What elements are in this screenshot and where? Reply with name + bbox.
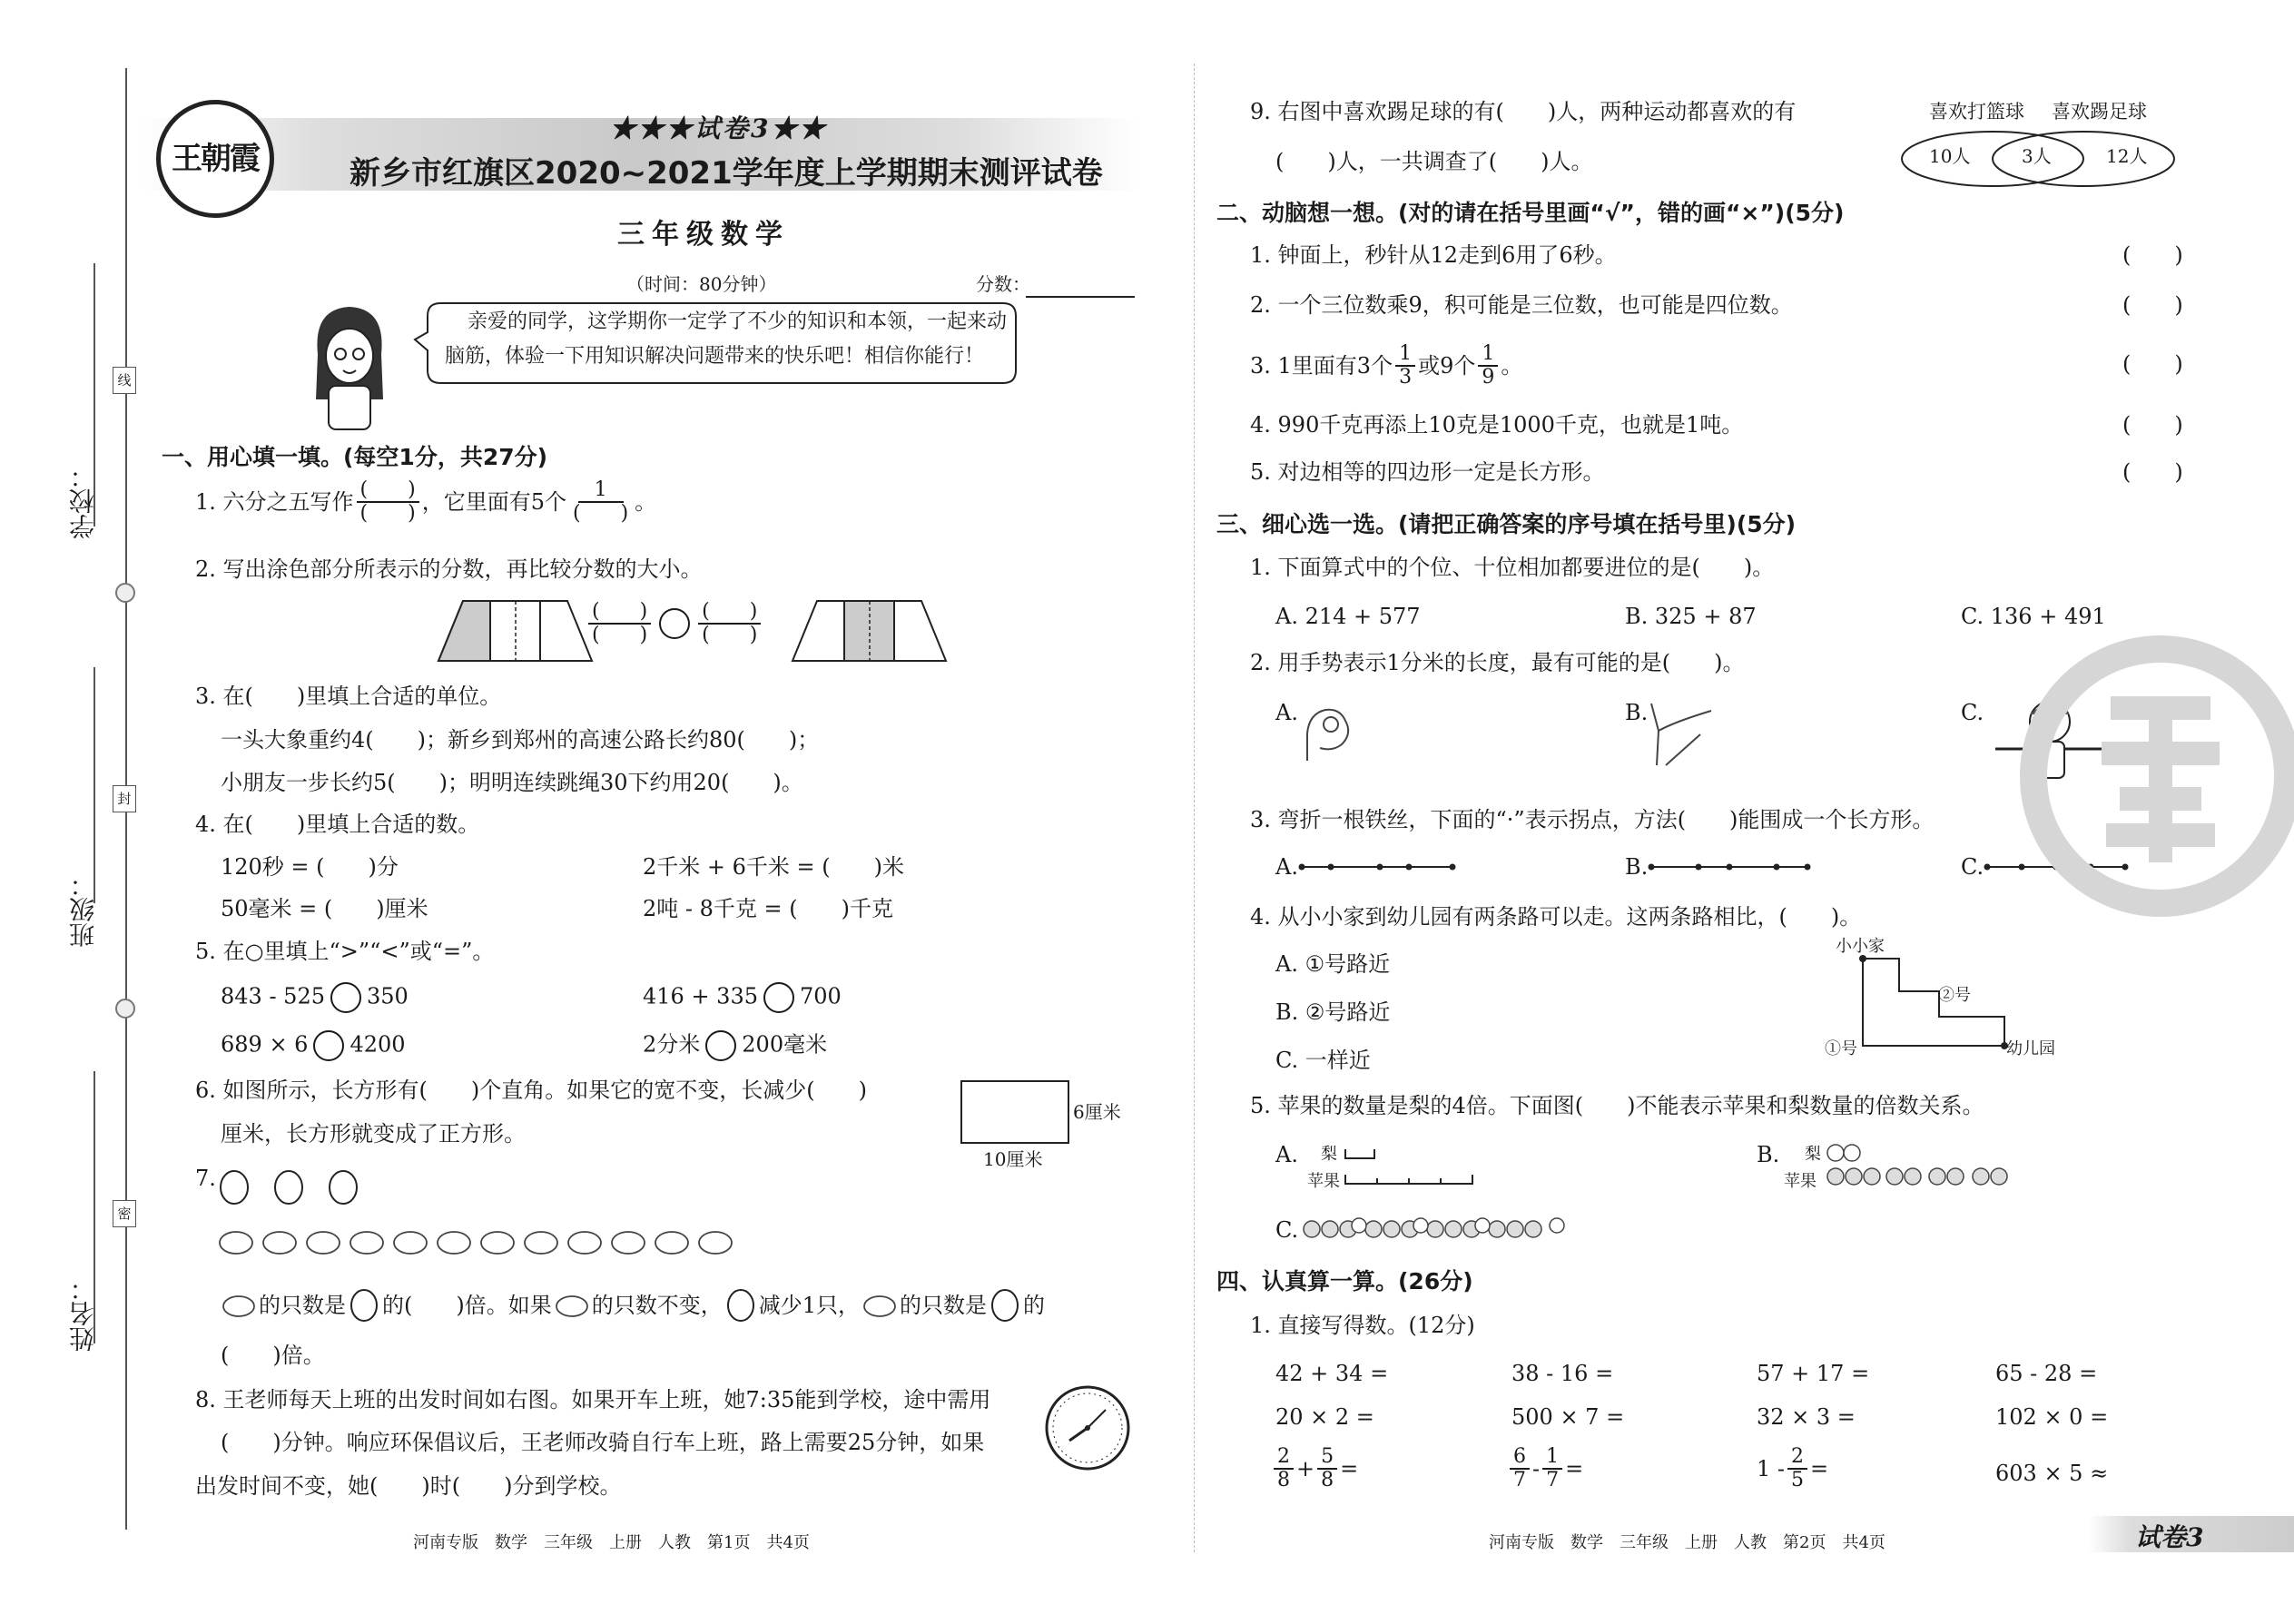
q3-5-b[interactable]: B. [1757,1142,1780,1167]
q3-1: 1. 下面算式中的个位、十位相加都要进位的是( )。 [1250,555,1775,580]
q3-5: 5. 苹果的数量是梨的4倍。下面图( )不能表示苹果和梨数量的倍数关系。 [1250,1093,1984,1118]
section-4-heading: 四、认真算一算。(26分) [1216,1268,1473,1294]
answer-bracket[interactable]: ( ) [2122,351,2183,377]
q2-5: 5. 对边相等的四边形一定是长方形。 [1250,459,1605,485]
q3-5-a[interactable]: A. [1275,1142,1298,1167]
map-home-label: 小小家 [1836,937,1885,956]
q1-6-line-b: 厘米，长方形就变成了正方形。 [221,1121,526,1147]
q3-4-c[interactable]: C. 一样近 [1275,1048,1371,1073]
q1-8-line-b: ( )分钟。响应环保倡议后，王老师改骑自行车上班，路上需要25分钟，如果 [221,1430,985,1455]
q1-8-line-a: 8. 王老师每天上班的出发时间如右图。如果开车上班，她7:35能到学校，途中需用 [195,1387,991,1412]
q3-2: 2. 用手势表示1分米的长度，最有可能的是( )。 [1250,650,1745,675]
fruit-model-b [1826,1142,2026,1187]
q3-4: 4. 从小小家到幼儿园有两条路可以走。这两条路相比，( )。 [1250,904,1862,930]
pear-label-a: 梨 [1321,1145,1337,1164]
pear-label-b: 梨 [1805,1145,1821,1164]
q4-1: 1. 直接写得数。(12分) [1250,1313,1475,1338]
q3-3-b[interactable]: B. [1625,854,1649,880]
q1-5-d: 2分米 200毫米 [643,1030,827,1061]
binding-knot-icon [115,583,135,603]
compare-circle[interactable] [763,982,794,1013]
q3-2-a[interactable]: A. [1275,700,1298,725]
map-school-label: 幼儿园 [2006,1039,2055,1058]
q1-7: 7. [195,1166,216,1191]
calc-3-4: 603 × 5 ≈ [1995,1461,2109,1486]
map-route-1-label: ①号 [1825,1039,1857,1058]
q2-1: 1. 钟面上，秒针从12走到6用了6秒。 [1250,242,1617,268]
q1-3: 3. 在( )里填上合适的单位。 [195,684,502,709]
rect-length-label: 10厘米 [983,1148,1043,1170]
trapezoid-figure-2 [790,597,949,665]
calc-2-3: 32 × 3 = [1757,1404,1856,1430]
calc-2-2: 500 × 7 = [1511,1404,1625,1430]
duck-icon [221,1292,257,1319]
footer-page-2: 河南专版 数学 三年级 上册 人教 第2页 共4页 [1489,1533,1885,1552]
score-field[interactable] [1026,296,1135,298]
calc-2-4: 102 × 0 = [1995,1404,2109,1430]
seal-mark-secret: 密 [113,1200,136,1227]
q1-4: 4. 在( )里填上合适的数。 [195,812,480,837]
bar-model-a [1344,1146,1475,1189]
apple-label-b: 苹果 [1784,1172,1816,1191]
binding-knot-icon [115,999,135,1019]
hand-gesture-b-icon [1648,694,1720,767]
seal-mark-seal: 封 [113,785,136,812]
venn-label-football: 喜欢踢足球 [2052,101,2147,123]
q3-1-a[interactable]: A. 214 + 577 [1275,604,1421,629]
duck-group-icon [218,1221,744,1262]
q1-5-b: 416 + 335 700 [643,982,842,1013]
q2-2: 2. 一个三位数乘9，积可能是三位数，也可能是四位数。 [1250,292,1793,318]
q1-5-a: 843 - 525 350 [221,982,409,1013]
q2-3: 3. 1里面有3个 1 3 或9个 1 9 。 [1250,342,1523,389]
answer-bracket[interactable]: ( ) [2122,459,2183,485]
q3-1-c[interactable]: C. 136 + 491 [1961,604,2106,629]
q1-5: 5. 在○里填上“>”“<”或“=”。 [195,939,495,964]
trapezoid-figure-1 [436,597,595,665]
q1-2: 2. 写出涂色部分所表示的分数，再比较分数的大小。 [195,556,703,582]
q1-8-line-c: 出发时间不变，她( )时( )分到学校。 [195,1473,622,1499]
chick-icon [724,1287,757,1324]
q3-2-c[interactable]: C. [1961,700,1984,725]
q1-4-a: 120秒 = ( )分 [221,854,399,880]
answer-fraction[interactable]: ( ) ( ) [357,479,419,525]
rect-width-label: 6厘米 [1073,1101,1121,1123]
section-1-heading: 一、用心填一填。(每空1分，共27分) [162,444,548,470]
q1-7-text-b: ( )倍。 [221,1343,325,1368]
answer-bracket[interactable]: ( ) [2122,412,2183,438]
answer-bracket[interactable]: ( ) [2122,242,2183,268]
venn-football-only: 12人 [2106,145,2148,167]
name-label: 姓名： [68,1275,98,1352]
venn-label-basketball: 喜欢打篮球 [1929,101,2024,123]
calc-3-2: 6 7 - 1 7 = [1507,1446,1583,1491]
calc-1-1: 42 + 34 = [1275,1361,1389,1386]
calc-1-3: 57 + 17 = [1757,1361,1870,1386]
q1-2-compare[interactable]: ( ) ( ) ( ) ( ) [586,601,763,646]
duck-icon [554,1292,590,1319]
q1-1: 1. 六分之五写作 ( ) ( ) ，它里面有5个 1 ( ) 。 [195,478,657,525]
q1-9-line-a: 9. 右图中喜欢踢足球的有( )人，两种运动都喜欢的有 [1250,99,1797,124]
section-2-heading: 二、动脑想一想。(对的请在括号里画“√”，错的画“×”)(5分) [1216,200,1845,226]
q1-6-line-a: 6. 如图所示，长方形有( )个直角。如果它的宽不变，长减少( ) [195,1078,867,1103]
greeting-line-2: 脑筋，体验一下用知识解决问题带来的快乐吧！相信你能行！ [445,345,985,368]
q3-1-b[interactable]: B. 325 + 87 [1625,604,1757,629]
brand-logo: 王朝霞 [156,100,274,218]
wire-option-a [1298,858,1457,876]
q1-3-line-a: 一头大象重约4( )；新乡到郑州的高速公路长约80( )； [221,727,820,753]
school-label: 学校： [68,463,98,539]
score-label: 分数： [976,273,1030,295]
hand-gesture-a-icon [1298,697,1362,765]
section-3-heading: 三、细心选一选。(请把正确答案的序号填在括号里)(5分) [1216,511,1797,537]
apple-label-a: 苹果 [1307,1172,1340,1191]
page-divider [1194,64,1195,1552]
calc-1-4: 65 - 28 = [1995,1361,2098,1386]
route-map [1852,944,2015,1053]
q1-4-d: 2吨 - 8千克 = ( )千克 [643,896,893,921]
seal-mark-line: 线 [113,367,136,394]
clock-icon [1044,1384,1131,1471]
q1-9-line-b: ( )人，一共调查了( )人。 [1275,149,1593,174]
compare-circle[interactable] [330,982,361,1013]
q1-4-b: 2千米 + 6千米 = ( )米 [643,854,904,880]
compare-circle[interactable] [313,1030,344,1061]
map-route-2-label: ②号 [1938,986,1971,1005]
q3-4-a[interactable]: A. ①号路近 [1275,951,1391,977]
class-line [94,667,95,903]
q1-7-text: 的只数是 的( )倍。如果 的只数不变， 减少1只， 的只数是 的 [221,1287,1045,1324]
venn-basketball-only: 10人 [1929,145,1971,167]
q2-4: 4. 990千克再添上10克是1000千克，也就是1吨。 [1250,412,1744,438]
q1-5-c: 689 × 6 4200 [221,1030,406,1061]
secret-seal-watermark [2020,626,2294,926]
paper-tag: ★★★试卷3★★ [610,113,828,143]
greeting-line-1: 亲爱的同学，这学期你一定学了不少的知识和本领，一起来动 [468,310,1008,333]
q3-3-a[interactable]: A. [1275,854,1298,880]
chick-group-icon [218,1162,381,1215]
answer-bracket[interactable]: ( ) [2122,292,2183,318]
exam-title: 新乡市红旗区2020~2021学年度上学期期末测评试卷 [350,155,1103,192]
calc-1-2: 38 - 16 = [1511,1361,1614,1386]
wire-option-b [1648,858,1811,876]
subject-title: 三年级数学 [617,219,790,251]
venn-both: 3人 [2022,145,2052,167]
q3-2-b[interactable]: B. [1625,700,1649,725]
q1-4-c: 50毫米 = ( )厘米 [221,896,428,921]
chick-icon [348,1287,380,1324]
unit-fraction: 1 ( ) [572,478,629,525]
footer-page-1: 河南专版 数学 三年级 上册 人教 第1页 共4页 [413,1533,810,1552]
compare-circle[interactable] [705,1030,736,1061]
q3-3: 3. 弯折一根铁丝，下面的“·”表示拐点，方法( )能围成一个长方形。 [1250,807,1935,832]
q3-4-b[interactable]: B. ②号路近 [1275,999,1391,1025]
time-limit: （时间：80分钟） [626,273,777,295]
calc-3-1: 2 8 + 5 8 = [1271,1446,1358,1491]
class-label: 班级： [68,871,98,948]
q1-3-line-b: 小朋友一步长约5( )；明明连续跳绳30下约用20( )。 [221,770,803,795]
fruit-model-c [1303,1215,1639,1244]
q3-5-c[interactable]: C. [1275,1217,1299,1243]
chick-icon [989,1287,1021,1324]
footer-paper-tag: 试卷3 [2135,1522,2204,1552]
duck-icon [861,1292,898,1319]
student-illustration [300,300,399,436]
calc-3-3: 1 - 2 5 = [1757,1445,1829,1491]
rectangle-figure [960,1080,1069,1144]
calc-2-1: 20 × 2 = [1275,1404,1374,1430]
q3-3-c[interactable]: C. [1961,854,1984,880]
